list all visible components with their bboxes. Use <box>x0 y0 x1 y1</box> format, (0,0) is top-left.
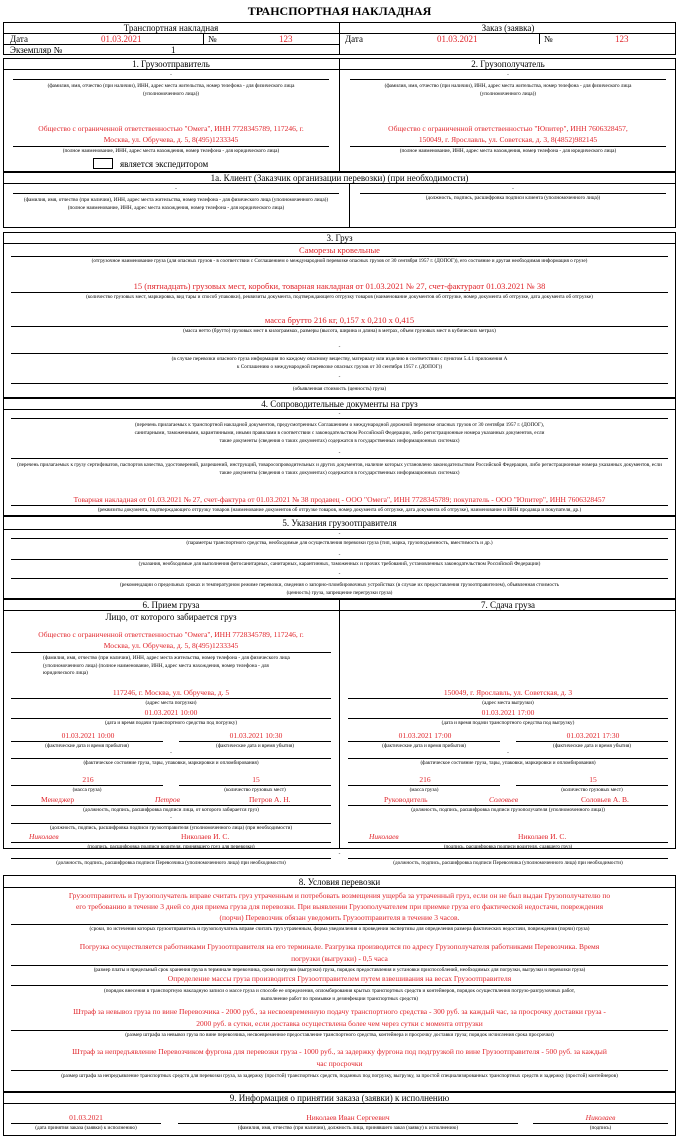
shipper-authorized-hint: (должность, подпись, расшифровка подписи грузоотправителя (уполномоченного лица) (при необходимости) <box>49 825 293 831</box>
dash: - <box>338 411 341 417</box>
shipper-rep-hint: (должность, подпись, расшифровка подписи лица, от которого забирается груз) <box>83 807 259 813</box>
unloading-pieces: 15 <box>589 775 597 784</box>
consignee-name-line1: Общество с ограниченной ответственностью "Юпитер", ИНН 7606328457, <box>388 124 628 133</box>
cargo-packages-hint: (количество грузовых мест, маркировка, вид тары и способ упаковки), реквизиты документа, подтверждающего отгрузку товаров (наименование документов об отгрузке, номер документа об отгрузке, дата документа об отгрузке) <box>86 294 593 300</box>
shipping-documents: Товарная накладная от 01.03.2021 № 27, счет-фактура от 01.03.2021 № 38 продавец - ООО "Омега", ИНН 7728345789; покупатель - ООО "Юпитер", ИНН 7606328457 <box>73 495 606 504</box>
loading-address-hint: (адрес места погрузки) <box>145 700 197 706</box>
vehicle-penalty-line1: Штраф за непредъявление Перевозчиком фургона для перевозки груза - 1000 руб., за задержку фургона под подгрузкой по вине Грузоотправителя - 500 руб. за каждый <box>72 1047 607 1056</box>
shipper-name-line2: Москва, ул. Обручева, д. 5, 8(495)1233345 <box>103 135 239 144</box>
driver-signature-delivery: Николаев <box>369 832 399 841</box>
section-3-title: 3. Груз <box>326 233 353 243</box>
dash: - <box>170 815 172 821</box>
consignee-name-line2: 150049, г. Ярославль, ул. Советская, д. 3, 8(4852)982145 <box>418 135 598 144</box>
section-5-title: 5. Указания грузоотправителя <box>282 518 397 528</box>
shipper-org-hint: (полное наименование, ИНН, адрес места нахождения, номер телефона - для юридического лица) <box>62 148 280 154</box>
driver-name-pickup: Николаев И. С. <box>181 832 230 841</box>
forwarder-checkbox[interactable] <box>93 158 113 169</box>
shipper-name-line1: Общество с ограниченной ответственностью "Омега", ИНН 7728345789, 117246, г. <box>38 124 304 133</box>
unloading-planned-time: 01.03.2021 17:00 <box>481 708 535 717</box>
dash: - <box>338 450 341 456</box>
loading-pieces-hint: (количество грузовых мест) <box>224 787 286 793</box>
pickup-party-line1: Общество с ограниченной ответственностью "Омега", ИНН 7728345789, 117246, г. <box>38 630 304 639</box>
loading-terms-hint: (размер платы и предельный срок хранения груза в терминале перевозчика, сроки погрузки (выгрузки) груза, порядок предоставления и установки приспособлений, необходимых для погрузки, выгрузки и перевозки груза) <box>93 967 586 973</box>
order-heading: Заказ (заявка) <box>481 23 535 33</box>
loading-mass-hint: (масса груза) <box>72 787 102 793</box>
acceptance-signature-hint: (подпись) <box>589 1125 612 1131</box>
vehicle-params-hint: (параметры транспортного средства, необходимые для осуществления перевозки груза (тип, марка, грузоподъемность, вместимость и др.) <box>186 540 493 546</box>
dash: - <box>338 552 341 558</box>
driver-signature-pickup: Николаев <box>29 832 59 841</box>
loss-terms-line1: Грузоотправитель и Грузополучатель вправе считать груз утраченным и потребовать возмещения ущерба за утраченный груз, если он не был выдан Грузополучателю по <box>68 891 611 900</box>
dash: - <box>512 186 514 192</box>
carrier-pickup-hint: (должность, подпись, расшифровка подписи Перевозчика (уполномоченного лица) при необходимости) <box>56 860 286 866</box>
dash: - <box>338 344 341 350</box>
acceptance-date-hint: (дата принятия заказа (заявки) к исполнению) <box>35 1125 137 1131</box>
waybill-date: 01.03.2021 <box>101 34 142 44</box>
client-sign-hint: (должность, подпись, расшифровка подписи клиента (уполномоченного лица)) <box>425 195 601 201</box>
vehicle-penalty-hint: (размер штрафа за непредъявление транспортных средств для перевозки груза, за задержку (простой) транспортных средств, поданных под погрузку, выгрузку, за простой специализированных транспортных средств и задержку (простой) контейнеров) <box>61 1073 618 1079</box>
acceptance-person-hint: (фамилия, имя, отчество (при наличии), должность лица, принявшего заказ (заявку) к исполнению) <box>237 1125 459 1131</box>
cargo-mass-hint: (масса нетто (брутто) грузовых мест в килограммах, размеры (высота, ширина и длина) в метрах, объем грузовых мест в кубических метрах) <box>183 328 496 334</box>
unloading-pieces-hint: (количество грузовых мест) <box>561 787 623 793</box>
dash: - <box>338 374 341 380</box>
unloading-departure: 01.03.2021 17:30 <box>566 731 620 740</box>
loading-terms-line1: Погрузка осуществляется работниками Грузоотправителя на его терминале. Разгрузка производится по адресу Грузополучателя работниками Перевозчика. Время <box>79 942 600 951</box>
dash: - <box>170 750 172 756</box>
dash: - <box>338 531 341 537</box>
dangerous-hint-1: (в случае перевозки опасного груза информация по каждому опасному веществу, материалу или изделию в соответствии с пунктом 5.4.1 приложения А <box>171 356 508 362</box>
weighing-terms: Определение массы груза производится Грузоотправителем путем взвешивания на весах Грузоотправителя <box>167 974 512 983</box>
document-title: ТРАНСПОРТНАЯ НАКЛАДНАЯ <box>247 4 432 18</box>
section-4-title: 4. Сопроводительные документы на груз <box>261 399 418 409</box>
order-number-label: № <box>544 34 553 44</box>
number-label: № <box>208 34 217 44</box>
date-label: Дата <box>10 34 28 44</box>
waybill-number: 123 <box>279 34 293 44</box>
loading-arrival: 01.03.2021 10:00 <box>61 731 115 740</box>
loss-terms-hint: (сроки, по истечении которых грузоотправитель и грузополучатель вправе считать груз утраченным, форма уведомления о проведении экспертизы для определения размера фактических недостачи, повреждения (порчи) груза) <box>89 926 590 932</box>
cargo-name-hint: (отгрузочное наименование груза (для опасных грузов - в соответствии с Соглашением о международной перевозке опасных грузов от 30 сентября 1957 г. (ДОПОГ)), его состояние и другая необходимая информация о грузе) <box>91 258 588 264</box>
loss-terms-line3: (порчи) Перевозчик обязан уведомить Грузоотправителя в течение 3 часов. <box>219 913 460 922</box>
section-9-title: 9. Информация о принятии заказа (заявки) к исполнению <box>229 1093 450 1103</box>
cargo-packages: 15 (пятнадцать) грузовых мест, коробки, товарная накладная от 01.03.2021 № 27, счет-фактураот 01.03.2021 № 38 <box>133 281 546 291</box>
order-date: 01.03.2021 <box>437 34 478 44</box>
driver-pickup-hint: (подпись, расшифровка подписи водителя, принявшего груз для перевозки) <box>87 844 255 850</box>
driver-delivery-hint: (подпись, расшифровка подписи водителя, сдавшего груз) <box>443 844 573 850</box>
section-1a-title: 1а. Клиент (Заказчик организации перевозки) (при необходимости) <box>210 173 469 183</box>
dash: - <box>507 750 509 756</box>
unloading-planned-hint: (дата и время подачи транспортного средства под выгрузку) <box>441 720 575 726</box>
shipping-docs-hint: (реквизиты документа, подтверждающего отгрузку товаров (наименование документов об отгрузке товаров, номер документа об отгрузке, дата документа об отгрузке), наименование и ИНН продавца и покупателя, др.) <box>97 507 582 513</box>
weighing-terms-hint: (порядок внесения в транспортную накладную записи о массе груза и способе ее определения, опломбирования крытых транспортных средств и контейнеров, порядок осуществления погрузо-разгрузочных работ, выполнение работ по промывке и дезинфекции транспортных средств) <box>104 988 575 1002</box>
pickup-party-line2: Москва, ул. Обручева, д. 5, 8(495)1233345 <box>103 641 239 650</box>
loading-state-hint: (фактическое состояние груза, тары, упаковки, маркировки и опломбирования) <box>83 760 259 766</box>
unloading-address-hint: (адрес места выгрузки) <box>482 700 534 706</box>
loading-departure: 01.03.2021 10:30 <box>229 731 283 740</box>
loading-planned-time: 01.03.2021 10:00 <box>144 708 198 717</box>
penalty-terms-line1: Штраф за невывоз груза по вине Перевозчика - 2000 руб., за несвоевременную подачу транспортного средства - 300 руб. за каждый час, за просрочку доставки груза - <box>73 1007 606 1016</box>
order-date-label: Дата <box>345 34 363 44</box>
consignee-rep-signature: Соловьев <box>489 795 518 804</box>
penalty-terms-hint: (размер штрафа за невывоз груза по вине перевозчика, несвоевременное предоставление транспортного средства, контейнера и просрочку доставки груза; порядок исчисления срока просрочки) <box>125 1032 554 1038</box>
dash: - <box>170 72 172 78</box>
unloading-mass-hint: (масса груза) <box>409 787 439 793</box>
waybill-heading: Транспортная накладная <box>123 23 219 33</box>
shipper-person-hint: (фамилия, имя, отчество (при наличии), ИНН, адрес места жительства, номер телефона - для физического лица (уполномоченного лица)) <box>47 83 295 97</box>
certificates-hint: (перечень прилагаемых к грузу сертификатов, паспортов качества, удостоверений, разрешений, инструкций, товаросопроводительных и других документов, наличие которых установлено законодательством Российской Федерации, либо регистрационные номера указанных документов, если такие документы (сведения о таких документах) содержатся в государственных информационных системах) <box>17 462 662 476</box>
shipper-rep-signature: Петров <box>155 795 180 804</box>
dash: - <box>175 186 177 192</box>
carrier-delivery-hint: (должность, подпись, расшифровка подписи Перевозчика (уполномоченного лица) при необходимости) <box>393 860 623 866</box>
unloading-arrival: 01.03.2021 17:00 <box>398 731 452 740</box>
consignee-rep-position: Руководитель <box>384 795 428 804</box>
dash: - <box>507 72 509 78</box>
vehicle-penalty-line2: час просрочки <box>316 1059 363 1068</box>
recommendations-hint: (рекомендации о предельных сроках и температурном режиме перевозки, сведения о запорно-пломбировочных устройствах (в случае их предоставления грузоотправителем), объявленная стоимость (ценность) груза, запрещение перегрузки груза) <box>119 582 560 596</box>
unloading-departure-hint: (фактические дата и время убытия) <box>552 743 632 749</box>
loading-departure-hint: (фактические дата и время убытия) <box>215 743 295 749</box>
section-6-title: 6. Прием груза <box>142 600 200 610</box>
loading-planned-hint: (дата и время подачи транспортного средства под погрузку) <box>104 720 238 726</box>
copy-number: 1 <box>171 45 176 55</box>
client-hint: (фамилия, имя, отчество (при наличии), ИНН, адрес места жительства, номер телефона - для физического лица (уполномоченного лица)) (полное наименование, ИНН, адрес места нахождения, номер телефона - для юридического лица) <box>23 197 329 211</box>
dangerous-hint-2: к Соглашению о международной перевозке опасных грузов от 30 сентября 1957 г. (ДОПОГ)) <box>236 364 443 370</box>
shipper-rep-name: Петров А. Н. <box>249 795 291 804</box>
loss-terms-line2: его требованию в течение 3 дней со дня приема груза для перевозки. При выявлении Грузополучателем при приемке груза его фактической недостачи, повреждения <box>75 902 604 911</box>
dash: - <box>338 571 341 577</box>
cargo-mass: масса брутто 216 кг, 0,157 x 0,210 x 0,415 <box>264 315 415 325</box>
loading-mass: 216 <box>82 775 94 784</box>
consignee-org-hint: (полное наименование, ИНН, адрес места нахождения, номер телефона - для юридического лица) <box>399 148 617 154</box>
pickup-party-hint: (фамилия, имя, отчество (при наличии), ИНН, адрес места жительства, номер телефона - для физического лица (уполномоченного лица) (полное наименование, ИНН, адрес места нахождения, номер телефона - для юридического лица) <box>43 655 290 676</box>
unloading-arrival-hint: (фактические дата и время прибытия) <box>382 743 466 749</box>
acceptance-signature: Николаев <box>585 1113 616 1122</box>
unloading-state-hint: (фактическое состояние груза, тары, упаковки, маркировки и опломбирования) <box>420 760 596 766</box>
unloading-address: 150049, г. Ярославль, ул. Советская, д. 3 <box>443 688 573 697</box>
acceptance-date: 01.03.2021 <box>69 1113 103 1122</box>
loading-terms-line2: погрузки (выгрузки) - 0,5 часа <box>291 954 388 963</box>
sanitary-hint: (указания, необходимые для выполнения фитосанитарных, санитарных, карантинных, таможенных и прочих требований, установленных законодательством Российской Федерации) <box>138 561 541 567</box>
section-2-title: 2. Грузополучатель <box>471 59 545 69</box>
acceptance-person: Николаев Иван Сергеевич <box>306 1113 390 1122</box>
forwarder-label: является экспедитором <box>120 159 209 169</box>
order-number: 123 <box>615 34 629 44</box>
driver-name-delivery: Николаев И. С. <box>518 832 567 841</box>
section-7-title: 7. Сдача груза <box>480 600 536 610</box>
loading-pieces: 15 <box>252 775 260 784</box>
unloading-mass: 216 <box>419 775 431 784</box>
pickup-party-heading: Лицо, от которого забирается груз <box>105 612 237 622</box>
copy-label: Экземпляр № <box>10 45 63 55</box>
loading-address: 117246, г. Москва, ул. Обручева, д. 5 <box>112 688 230 697</box>
section-8-title: 8. Условия перевозки <box>298 877 381 887</box>
penalty-terms-line2: 2000 руб. в сутки, если доставка осуществлена более чем через сутки с момента отгрузки <box>196 1019 483 1028</box>
consignee-rep-hint: (должность, подпись, расшифровка подписи грузополучателя (уполномоченного лица)) <box>411 807 605 813</box>
cargo-name: Саморезы кровельные <box>299 245 380 255</box>
shipper-rep-position: Менеджер <box>41 795 75 804</box>
attached-docs-hint: (перечень прилагаемых к транспортной накладной документов, предусмотренных Соглашением о международной дорожной перевозке опасных грузов от 30 сентября 1957 г. (ДОПОГ), санитарными, таможенными, карантинными, иными правилами в соответствии с законодательством Российской Федерации, либо регистрационные номера указанных документов, если такие документы (сведения о таких документах) содержатся в государственных информационных системах) <box>134 422 545 444</box>
loading-arrival-hint: (фактические дата и время прибытия) <box>45 743 129 749</box>
dash: - <box>338 851 341 857</box>
consignee-person-hint: (фамилия, имя, отчество (при наличии), ИНН, адрес места жительства, номер телефона - для физического лица (уполномоченного лица)) <box>384 83 632 97</box>
consignee-rep-name: Соловьев А. В. <box>581 795 629 804</box>
declared-value-hint: (объявленная стоимость (ценность) груза) <box>292 386 387 392</box>
section-1-title: 1. Грузоотправитель <box>132 59 210 69</box>
